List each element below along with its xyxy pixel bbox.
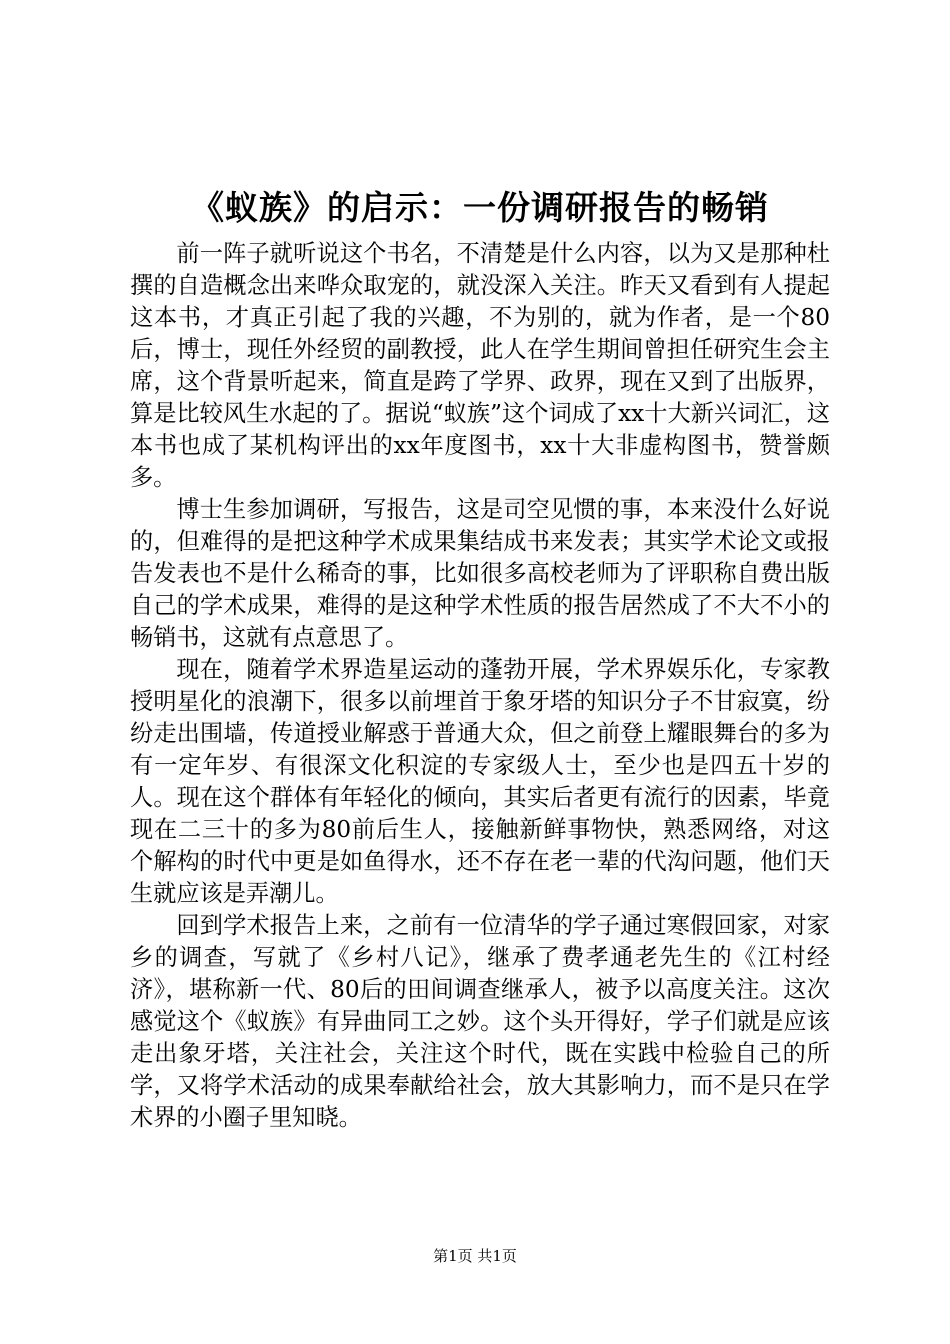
paragraph-4: 回到学术报告上来，之前有一位清华的学子通过寒假回家，对家乡的调查，写就了《乡村八记》，继承了费孝通老先生的《江村经济》，堪称新一代、80后的田间调查继承人，被予以高度关注。这次感觉这个《蚁族》有异曲同工之妙。这个头开得好，学子们就是应该走出象牙塔，关注社会，关注这个时代，既在实践中检验自己的所学，又将学术活动的成果奉献给社会，放大其影响力，而不是只在学术界的小圈子里知晓。 xyxy=(130,912,830,1131)
paragraph-1: 前一阵子就听说这个书名，不清楚是什么内容，以为又是那种杜撰的自造概念出来哗众取宠的，就没深入关注。昨天又看到有人提起这本书，才真正引起了我的兴趣，不为别的，就为作者，是一个80后，博士，现任外经贸的副教授，此人在学生期间曾担任研究生会主席，这个背景听起来，简直是跨了学界、政界，现在又到了出版界，算是比较风生水起的了。据说“蚁族”这个词成了xx十大新兴词汇，这本书也成了某机构评出的xx年度图书，xx十大非虚构图书，赞誉颇多。 xyxy=(130,240,830,491)
document-title: 《蚁族》的启示：一份调研报告的畅销 xyxy=(191,188,769,227)
document-body xyxy=(130,238,830,1134)
paragraph-3: 现在，随着学术界造星运动的蓬勃开展，学术界娱乐化，专家教授明星化的浪潮下，很多以前埋首于象牙塔的知识分子不甘寂寞，纷纷走出围墙，传道授业解惑于普通大众，但之前登上耀眼舞台的多为有一定年岁、有很深文化积淀的专家级人士，至少也是四五十岁的人。现在这个群体有年轻化的倾向，其实后者更有流行的因素，毕竟现在二三十的多为80前后生人，接触新鲜事物快，熟悉网络，对这个解构的时代中更是如鱼得水，还不存在老一辈的代沟问题，他们天生就应该是弄潮儿。 xyxy=(130,656,830,907)
paragraph-2: 博士生参加调研，写报告，这是司空见惯的事，本来没什么好说的，但难得的是把这种学术成果集结成书来发表；其实学术论文或报告发表也不是什么稀奇的事，比如很多高校老师为了评职称自费出版自己的学术成果，难得的是这种学术性质的报告居然成了不大不小的畅销书，这就有点意思了。 xyxy=(130,496,830,651)
page-footer: 第1页 共1页 xyxy=(433,1247,517,1265)
